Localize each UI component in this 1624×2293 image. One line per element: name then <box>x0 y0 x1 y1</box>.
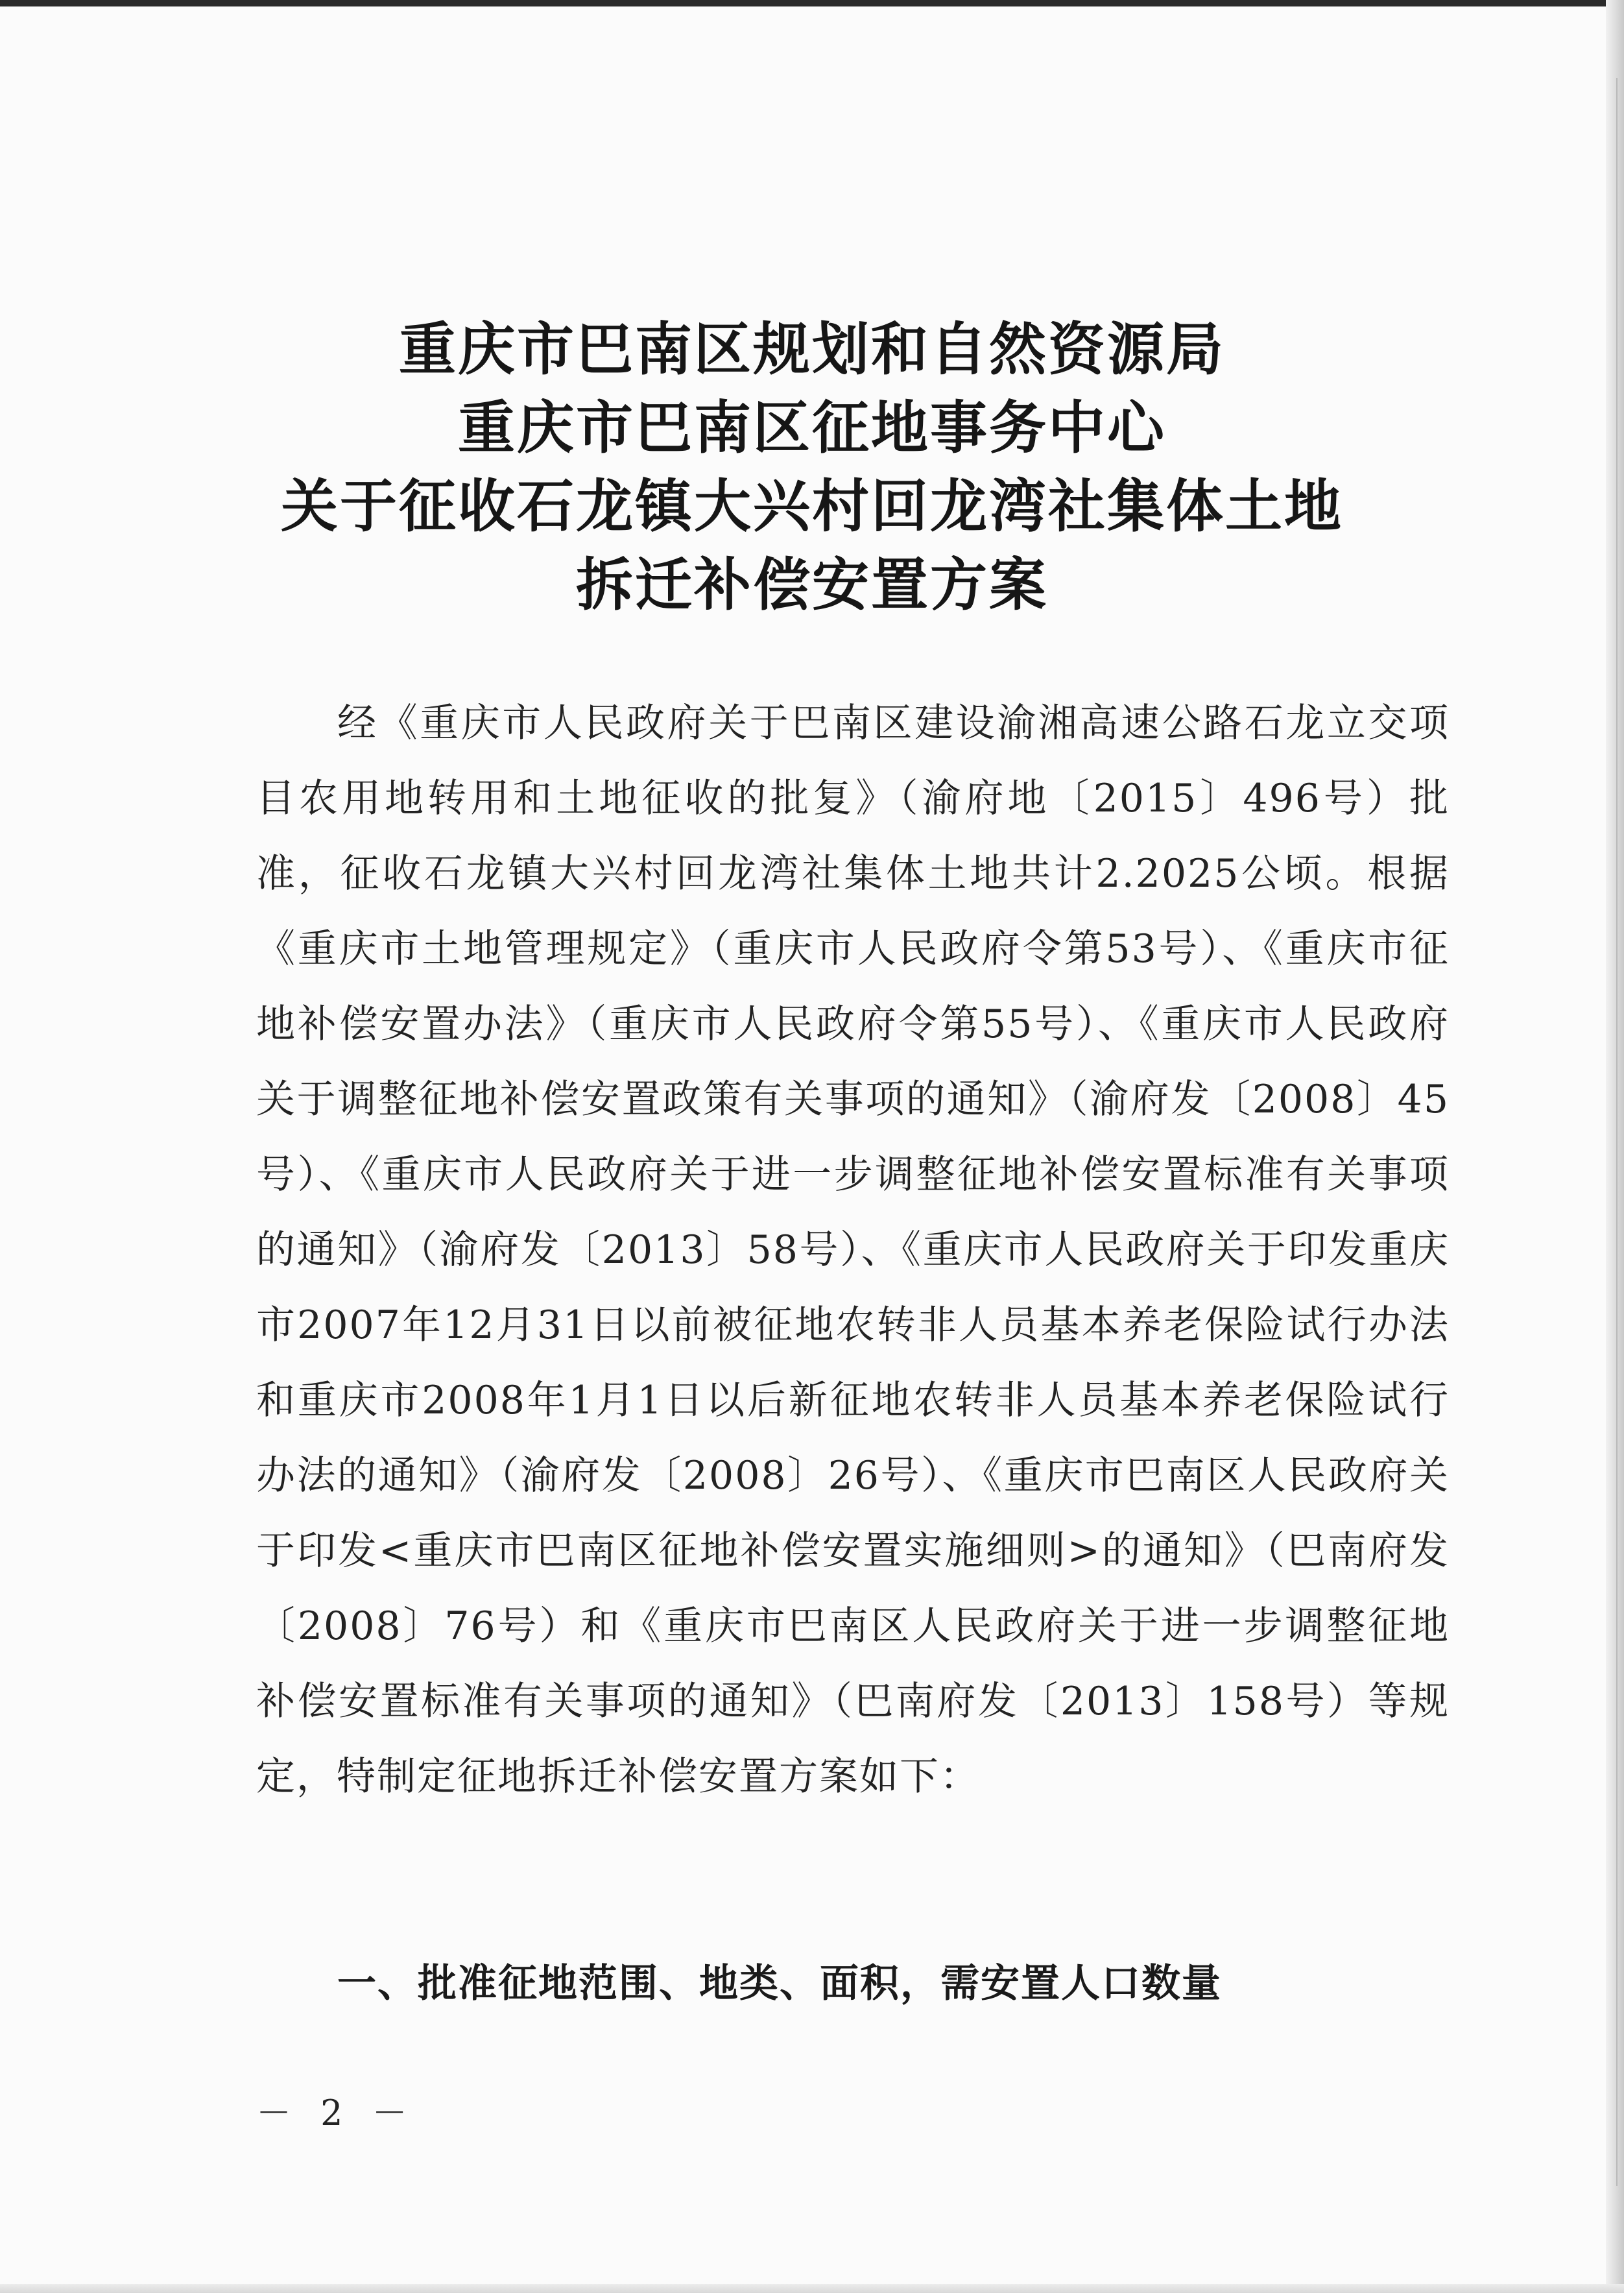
document-title <box>0 310 1624 624</box>
scan-bottom-edge <box>0 2284 1624 2293</box>
section-heading: 一、批准征地范围、地类、面积，需安置人口数量 <box>337 1961 1222 2006</box>
title-line-1: 重庆市巴南区规划和自然资源局 <box>398 315 1225 383</box>
title-line-2: 重庆市巴南区征地事务中心 <box>457 394 1166 461</box>
title-line-4: 拆迁补偿安置方案 <box>575 551 1048 618</box>
scan-top-edge <box>0 0 1624 6</box>
page-number: － 2 － <box>256 2093 416 2133</box>
title-line-3: 关于征收石龙镇大兴村回龙湾社集体土地 <box>280 472 1343 540</box>
body-paragraph: 经《重庆市人民政府关于巴南区建设渝湘高速公路石龙立交项目农用地转用和土地征收的批复》（渝府地〔2015〕496号）批准，征收石龙镇大兴村回龙湾社集体土地共计2.2025公顷。根据《重庆市土地管理规定》（重庆市人民政府令第53号）、《重庆市征地补偿安置办法》（重庆市人民政府令第55号）、《重庆市人民政府关于调整征地补偿安置政策有关事项的通知》（渝府发〔2008〕45号）、《重庆市人民政府关于进一步调整征地补偿安置标准有关事项的通知》（渝府发〔2013〕58号）、《重庆市人民政府关于印发重庆市2007年12月31日以前被征地农转非人员基本养老保险试行办法和重庆市2008年1月1日以后新征地农转非人员基本养老保险试行办法的通知》（渝府发〔2008〕26号）、《重庆市巴南区人民政府关于印发<重庆市巴南区征地补偿安置实施细则>的通知》（巴南府发〔2008〕76号）和《重庆市巴南区人民政府关于进一步调整征地补偿安置标准有关事项的通知》（巴南府发〔2013〕158号）等规定，特制定征地拆迁补偿安置方案如下： <box>256 701 1450 1799</box>
